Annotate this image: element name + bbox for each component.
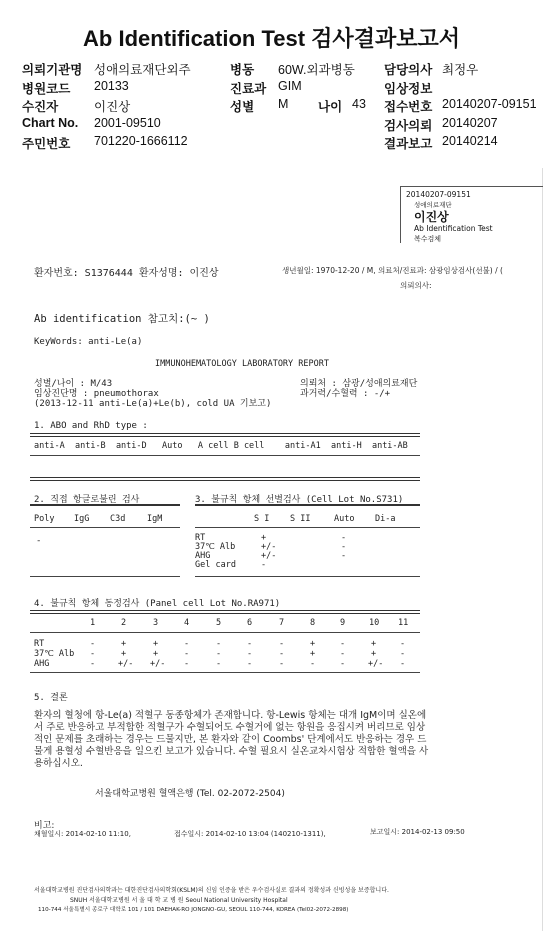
info-diagnosis: 임상진단명 : pneumothorax [34, 389, 159, 399]
value: 이진상 [94, 100, 131, 114]
col: anti-D [115, 441, 147, 451]
cell: +/- [150, 659, 166, 669]
cell: +/- [261, 551, 277, 561]
col: 9 [340, 618, 346, 628]
rule [30, 504, 180, 506]
rule [30, 455, 420, 456]
label: Chart No. [22, 115, 79, 130]
stamp-line5: 복수검체 [414, 235, 442, 243]
label: 담당의사 [384, 63, 433, 77]
section5-title: 5. 결론 [34, 693, 68, 703]
cell: +/- [118, 659, 134, 669]
stamp-line2: 성애의료재단 [414, 201, 452, 209]
rule [30, 672, 420, 673]
section4-title: 4. 불규칙 항체 동정검사 (Panel cell Lot No.RA971) [34, 599, 281, 609]
cell: +/- [368, 659, 384, 669]
col: B cell [233, 441, 265, 451]
value: 701220-1666112 [94, 134, 188, 148]
rule [195, 504, 420, 506]
rule [30, 576, 180, 577]
cell: - [90, 649, 96, 659]
cell: + [153, 649, 159, 659]
col: 6 [247, 618, 253, 628]
cell: - [184, 639, 190, 649]
col: 1 [90, 618, 96, 628]
cell: + [121, 649, 127, 659]
rule [30, 433, 420, 437]
cell: - [341, 533, 347, 543]
cell: - [279, 649, 285, 659]
col: IgG [74, 514, 90, 524]
label: 검사의뢰 [384, 118, 433, 133]
label: 병동 [230, 63, 255, 77]
lab-report-title: IMMUNOHEMATOLOGY LABORATORY REPORT [155, 359, 329, 369]
value: 20140214 [442, 134, 498, 148]
value: GIM [278, 78, 302, 93]
phase: Gel card [195, 560, 236, 570]
cell: - [216, 639, 222, 649]
cell: - [310, 659, 316, 669]
rule [195, 527, 420, 528]
col: anti-A [34, 441, 65, 451]
cell: + [310, 649, 316, 659]
col: anti-B [74, 441, 106, 451]
value: 20133 [94, 78, 129, 93]
age-label: 나이 [318, 100, 343, 114]
info-right [300, 379, 417, 399]
cell: + [371, 649, 377, 659]
panel-rows [34, 639, 424, 669]
label: 주민번호 [22, 137, 71, 151]
cell: - [340, 649, 346, 659]
phase: AHG [195, 551, 211, 561]
patient-line: 환자번호: S1376444 환자성명: 이진상 [34, 268, 219, 279]
rule [30, 477, 420, 481]
cell: - [90, 659, 96, 669]
col: IgM [147, 514, 163, 524]
cell: - [341, 542, 347, 552]
col: anti-H [330, 441, 362, 451]
cell: +/- [261, 542, 277, 552]
col: A cell [197, 441, 229, 451]
label: 임상정보 [384, 81, 433, 96]
section2-title: 2. 직접 항글로불린 검사 [34, 495, 140, 505]
screen-rows [195, 533, 347, 570]
col: 10 [369, 618, 380, 628]
doctor-line: 의뢰의사: [400, 281, 432, 290]
stamp-line4: Ab Identification Test [414, 224, 493, 233]
value: 2001-09510 [94, 115, 161, 130]
cell: - [184, 649, 190, 659]
value: 60W.외과병동 [278, 63, 355, 77]
label: 접수번호 [384, 100, 433, 114]
col: S I [254, 514, 270, 524]
age-value: 43 [352, 97, 366, 111]
label: 수진자 [22, 100, 59, 114]
phase: RT [34, 639, 45, 649]
panel-row [34, 659, 424, 669]
rule [30, 632, 420, 633]
stamp-name: 이진상 [414, 210, 449, 224]
cell: + [371, 639, 377, 649]
report-subtitle: Ab identification 참고치:(~ ) [34, 313, 210, 325]
col: anti-AB [371, 441, 408, 451]
cell: - [340, 659, 346, 669]
col: Auto [334, 514, 355, 524]
label: 결과보고 [384, 137, 433, 151]
value: 최정우 [442, 63, 479, 77]
cell: + [310, 639, 316, 649]
header-info [22, 60, 542, 153]
cell: - [247, 649, 253, 659]
patient-line2: 생년월일: 1970-12-20 / M, 의료처/진료과: 삼광임상검사(선불) / ( [282, 266, 503, 275]
col: Poly [34, 514, 55, 524]
cell: - [279, 639, 285, 649]
col: S II [290, 514, 311, 524]
cell: + [261, 533, 267, 543]
cell: - [216, 649, 222, 659]
value: 성애의료재단외주 [94, 63, 191, 77]
keywords: KeyWords: anti-Le(a) [34, 337, 143, 347]
col: 3 [153, 618, 159, 628]
col: C3d [110, 514, 126, 524]
cell: - [341, 551, 347, 561]
label: 성별 [230, 100, 255, 114]
info-transfusion-history: 과거력/수혈력 : -/+ [300, 389, 391, 399]
label: 의뢰기관명 [22, 63, 83, 77]
col: 11 [398, 618, 409, 628]
col: 5 [216, 618, 222, 628]
remarks: 비고: [34, 821, 55, 831]
col: 7 [279, 618, 285, 628]
col: Auto [162, 441, 183, 451]
panel-row [34, 639, 424, 649]
col: Di-a [375, 514, 396, 524]
cell: - [279, 659, 285, 669]
footer-certification: 서울대학교병원 진단검사의학과는 대한진단검사의학회(KSLM)의 신임 인증을 받은 우수검사실로 결과의 정확성과 신빙성을 보증합니다. [34, 887, 389, 894]
cell: - [90, 639, 96, 649]
phase: RT [195, 533, 206, 543]
cell: - [247, 639, 253, 649]
cell: - [400, 659, 406, 669]
phase: 37℃ Alb [195, 542, 236, 552]
receive-date: 접수일시: 2014-02-10 13:04 (140210-1311), [174, 830, 326, 838]
dat-poly-value: - [36, 536, 42, 546]
label: 진료과 [230, 81, 267, 96]
cell: - [261, 560, 267, 570]
col: 2 [121, 618, 127, 628]
footer-hospital: SNUH 서울대학교병원 서 울 대 학 교 병 원 Seoul National University Hospital [70, 897, 288, 904]
panel-row [34, 649, 424, 659]
value: 20140207 [442, 115, 498, 130]
value: 20140207-09151 [442, 97, 537, 111]
cell: - [400, 649, 406, 659]
report-date: 보고일시: 2014-02-13 09:50 [370, 828, 465, 836]
rule [30, 610, 420, 614]
info-requester: 의뢰처 : 삼광/성애의료재단 [300, 379, 418, 389]
col: 8 [310, 618, 316, 628]
cell: + [121, 639, 127, 649]
section1-title: 1. ABO and RhD type : [34, 421, 148, 431]
rule [195, 576, 420, 577]
screen-row [195, 560, 267, 570]
report-title: Ab Identification Test 검사결과보고서 [83, 26, 460, 51]
cell: - [340, 639, 346, 649]
info-left [34, 379, 271, 409]
stamp-line1: 20140207-09151 [406, 190, 471, 199]
info-history: (2013-12-11 anti-Le(a)+Le(b), cold UA 기보고) [34, 399, 272, 409]
conclusion-text: 환자의 혈청에 항-Le(a) 적혈구 동종항체가 존재합니다. 항-Lewis 항체는 대개 IgM이며 실온에서 주로 반응하고 부적합한 적혈구가 수혈되어도 수혈거에 없는 항원을 응집시켜 버리므로 임상적인 문제를 초래하는 경우는 드물지만, 본 환자와 같이 Coombs' 단계에서도 반응하는 경우 드물게 용혈성 수혈반응을 일으킨 보고가 있습니다. 수혈 필요시 실온교차시험상 적합한 혈액을 사용하십시오. [34, 710, 429, 769]
signature: 서울대학교병원 혈액은행 (Tel. 02-2072-2504) [95, 789, 285, 799]
cell: - [184, 659, 190, 669]
phase: AHG [34, 659, 50, 669]
cell: - [216, 659, 222, 669]
rule [30, 527, 180, 528]
value: M [278, 97, 289, 111]
col: anti-A1 [284, 441, 321, 451]
col: 4 [184, 618, 190, 628]
cell: - [247, 659, 253, 669]
abo-header [34, 441, 408, 451]
phase: 37℃ Alb [34, 649, 75, 659]
cell: + [153, 639, 159, 649]
collect-date: 채혈일시: 2014-02-10 11:10, [34, 830, 131, 838]
info-sex-age: 성별/나이 : M/43 [34, 379, 113, 389]
footer-address: 110-744 서울특별시 종로구 대학로 101 / 101 DAEHAK-RO JONGNO-GU, SEOUL 110-744, KOREA (Tel02-2072-2898) [38, 907, 349, 913]
cell: - [400, 639, 406, 649]
label: 병원코드 [22, 81, 71, 96]
section3-title: 3. 불규칙 항체 선별검사 (Cell Lot No.S731) [195, 495, 404, 505]
